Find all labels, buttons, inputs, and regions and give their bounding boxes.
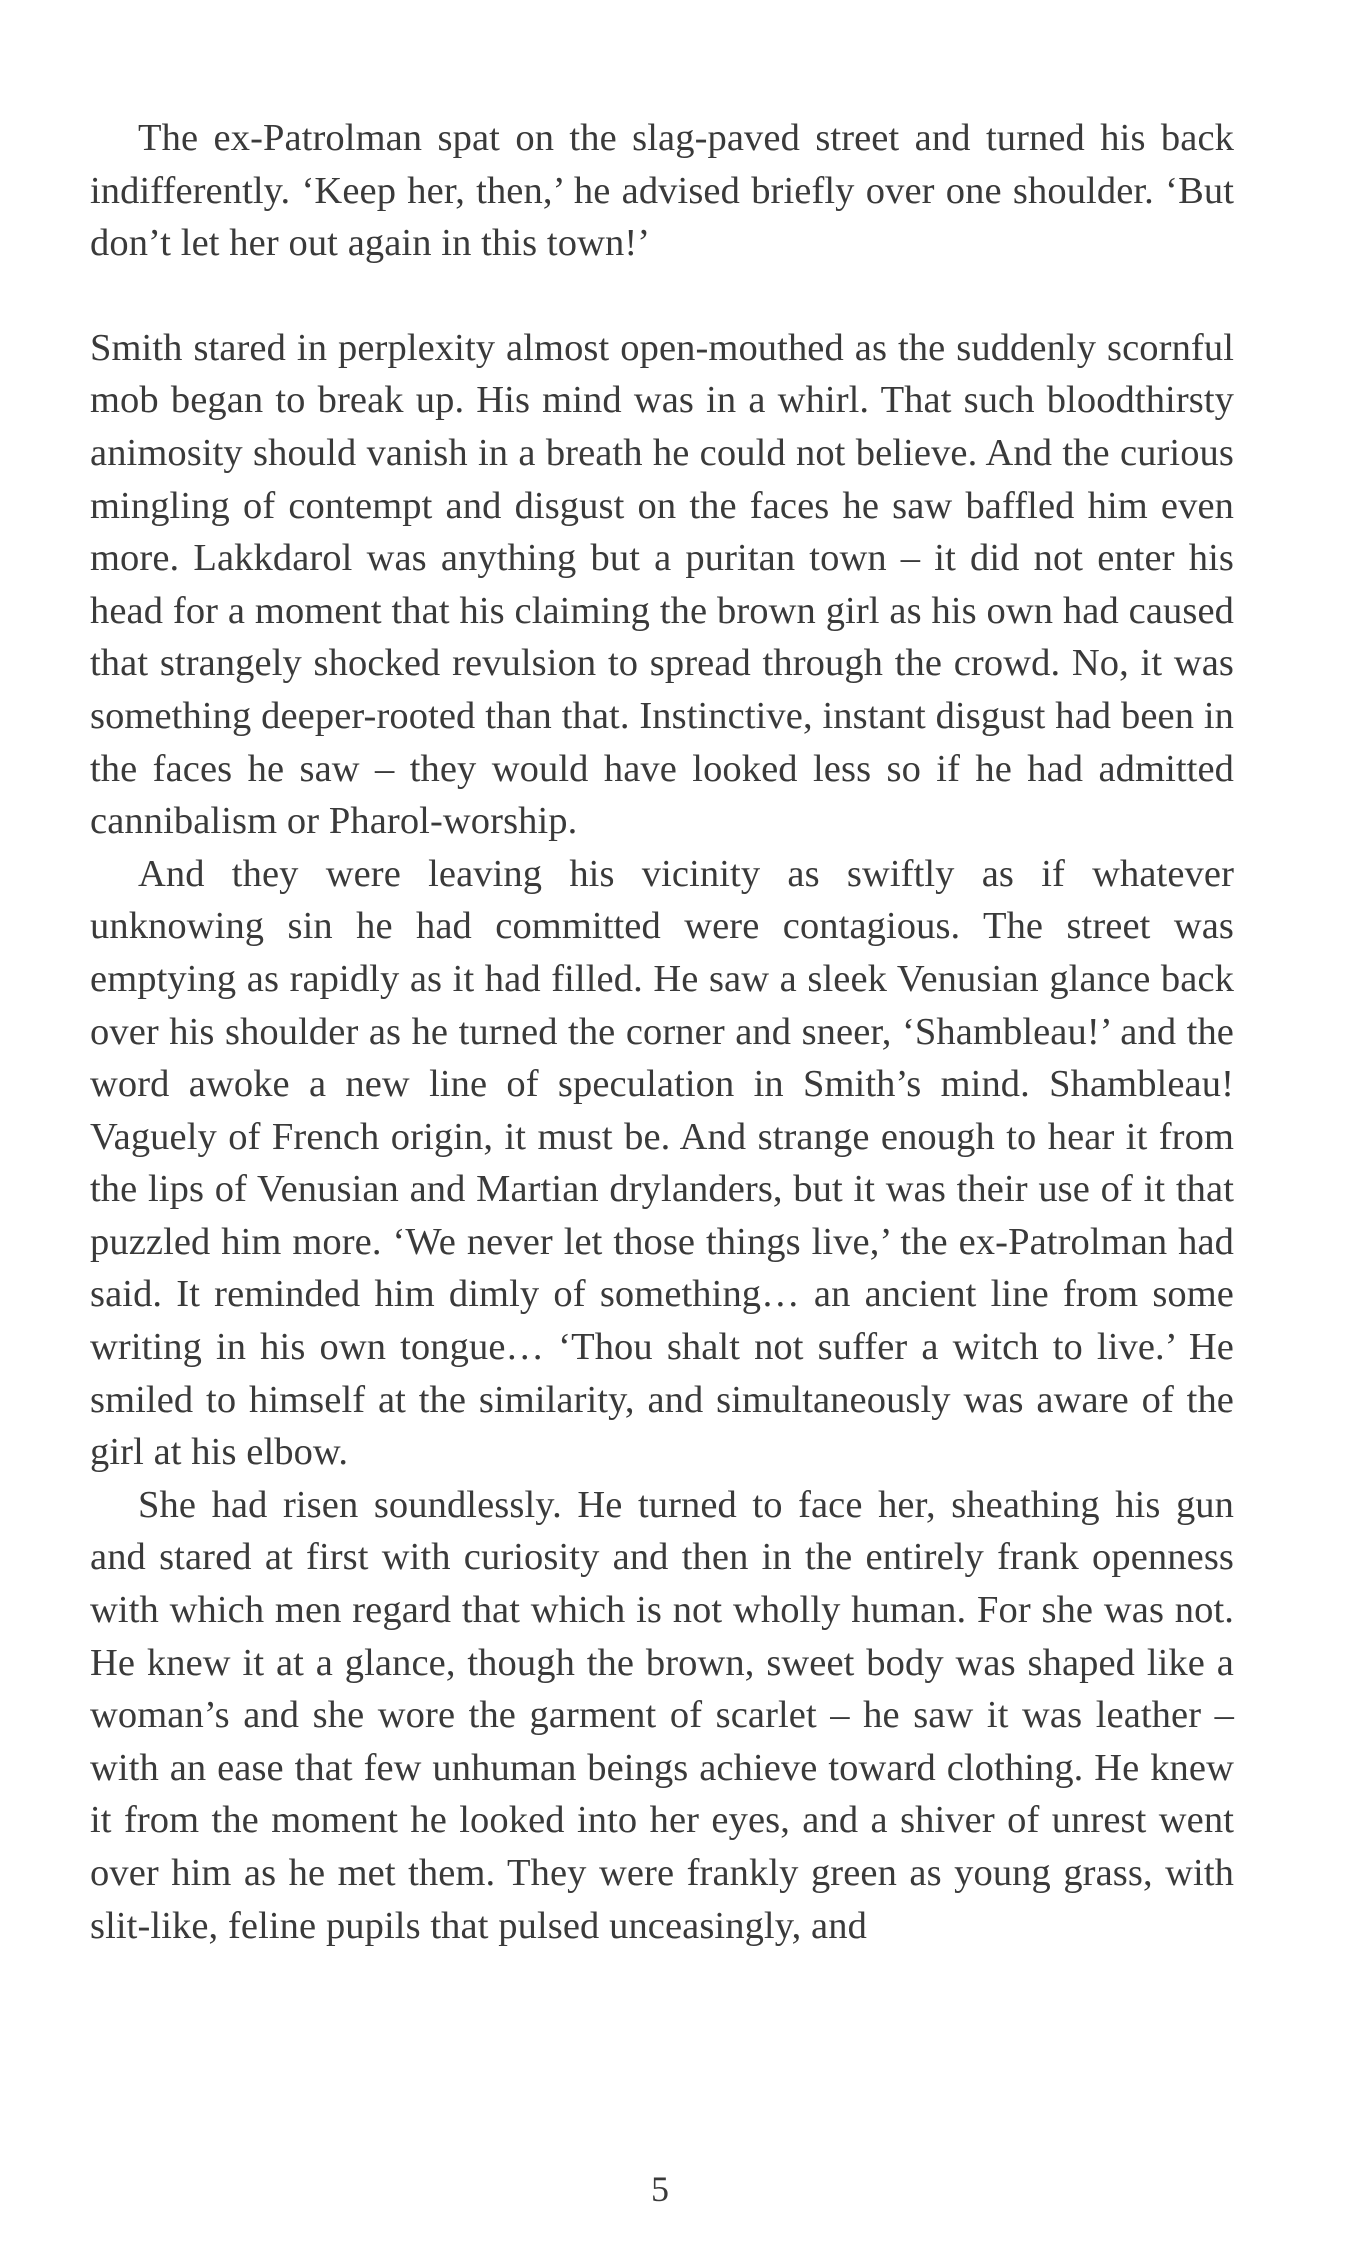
- page-number: 5: [651, 2169, 669, 2209]
- paragraph-1: The ex-Patrolman spat on the slag-paved street and turned his back indifferently. ‘Keep her, then,’ he advised briefly over one shoulder. ‘But don’t let her out again in this town!’: [90, 117, 1234, 265]
- paragraph-3: And they were leaving his vicinity as swiftly as if whatever unknowing sin he had committed were contagious. The street was emptying as rapidly as it had filled. He saw a sleek Venusian glance back over his shoulder as he turned the corner and sneer, ‘Shambleau!’ and the word awoke a new line of speculation in Smith’s mind. Shambleau! Vaguely of French origin, it must be. And strange enough to hear it from the lips of Venusian and Martian drylanders, but it was their use of it that puzzled him more. ‘We never let those things live,’ the ex-Patrolman had said. It reminded him dimly of something… an ancient line from some writing in his own tongue… ‘Thou shalt not suffer a witch to live.’ He smiled to himself at the similarity, and simultaneously was aware of the girl at his elbow.: [90, 852, 1234, 1474]
- paragraph-4: She had risen soundlessly. He turned to face her, sheathing his gun and stared at first with curiosity and then in the entirely frank openness with which men regard that which is not wholly human. For she was not. He knew it at a glance, though the brown, sweet body was shaped like a woman’s and she wore the garment of scarlet – he saw it was leather – with an ease that few unhuman beings achieve toward clothing. He knew it from the moment he looked into her eyes, and a shiver of unrest went over him as he met them. They were frankly green as young grass, with slit-like, feline pupils that pulsed unceasingly, and: [90, 1483, 1234, 1947]
- paragraph-2: Smith stared in perplexity almost open-mouthed as the suddenly scornful mob began to break up. His mind was in a whirl. That such bloodthirsty animosity should vanish in a breath he could not believe. And the curious mingling of contempt and disgust on the faces he saw baffled him even more. Lakkdarol was anything but a puritan town – it did not enter his head for a moment that his claiming the brown girl as his own had caused that strangely shocked revulsion to spread through the crowd. No, it was something deeper-rooted than that. Instinctive, instant disgust had been in the faces he saw – they would have looked less so if he had admitted cannibalism or Pharol-worship.: [90, 326, 1234, 843]
- body-text: [90, 112, 1234, 1952]
